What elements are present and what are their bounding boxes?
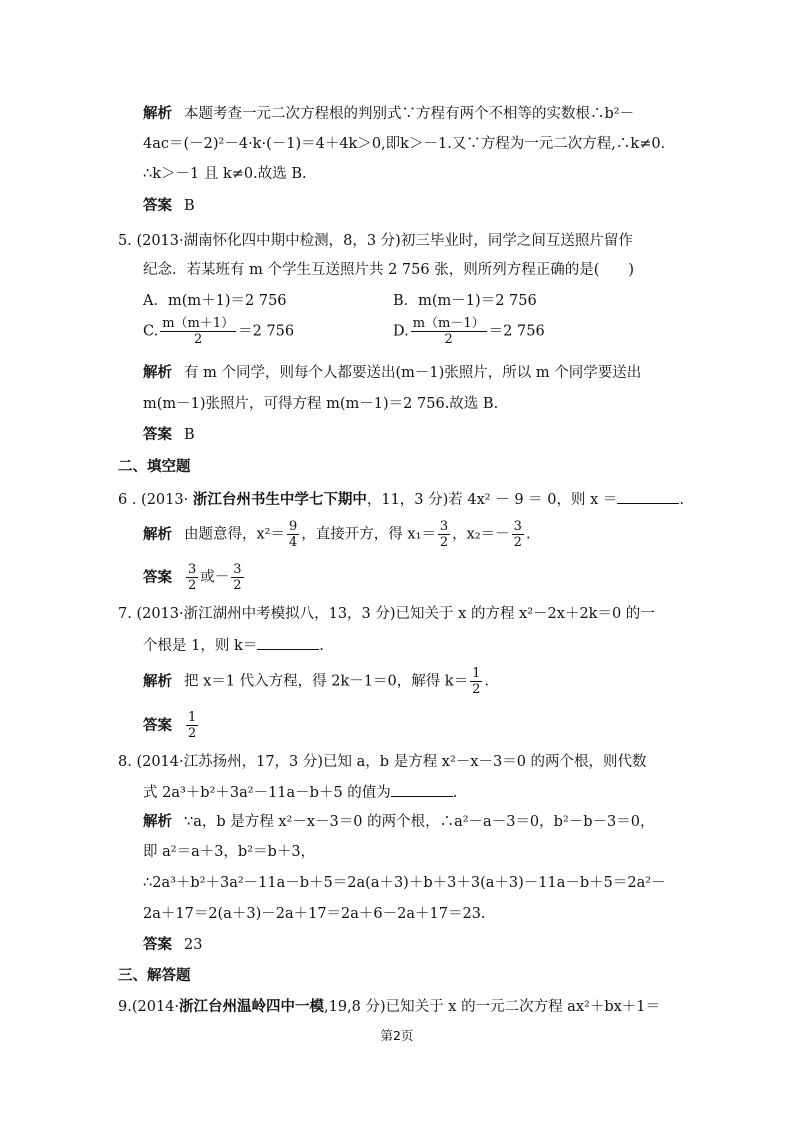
q5-answer: 答案 B: [143, 427, 195, 443]
fraction: $\frac{3}{2}$: [233, 562, 242, 593]
q5-analysis-line-1: 解析 有 m 个同学，则每个人都要送出(m－1)张照片，所以 m 个同学要送出: [143, 365, 642, 381]
q7-analysis: 解析 把 x＝1 代入方程，得 2k－1＝0，解得 k＝ $\frac{1}{2}$ .: [143, 666, 489, 697]
fraction: $\frac{3}{2}$: [188, 562, 197, 593]
analysis-text: 本题考查一元二次方程根的判别式∵方程有两个不相等的实数根∴b²－: [184, 106, 635, 122]
q8-stem-line-2: 式 2a³＋b²＋3a²－11a－b＋5 的值为 .: [143, 782, 457, 802]
q8-analysis-line-1: 解析 ∵a，b 是方程 x²－x－3＝0 的两个根，∴a²－a－3＝0，b²－b－3＝0，: [143, 814, 655, 830]
q8-answer: 答案 23: [143, 937, 203, 953]
prev-answer: [143, 197, 195, 215]
fraction: $\frac{9}{4}$: [289, 519, 298, 550]
q5-analysis-line-2: m(m－1)张照片，可得方程 m(m－1)＝2 756.故选 B.: [143, 396, 499, 412]
q6-stem: 6 . (2013· 浙江台州书生中学七下期中，11，3 分)若 4x² － 9 ＝ 0，则 x ＝ .: [118, 489, 684, 509]
q7-stem-line-1: 7. (2013·浙江湖州中考模拟八，13，3 分)已知关于 x 的方程 x²－2x＋2k＝0 的一: [118, 606, 655, 622]
fraction: $\frac{1}{2}$: [188, 710, 197, 741]
answer-blank: [257, 635, 319, 650]
q8-analysis-line-2: 即 a²＝a＋3，b²＝b＋3，: [143, 844, 316, 860]
q8-analysis-line-3: ∴2a³＋b²＋3a²－11a－b＋5＝2a(a＋3)＋b＋3＋3(a＋3)－11a－b＋5＝2a²－: [143, 875, 666, 891]
q5-option-b: B．m(m－1)＝2 756: [393, 293, 537, 309]
prev-analysis-line-3: ∴k＞－1 且 k≠0.故选 B.: [143, 166, 307, 182]
analysis-label: 解析: [143, 673, 172, 690]
section-title-fill-in: 二、填空题: [118, 459, 191, 475]
q5-option-c-fraction: $\frac{m(m+1)}{2}$: [162, 316, 235, 347]
answer-blank: [391, 782, 453, 797]
prev-analysis-line-2: 4ac＝(－2)²－4·k·(－1)＝4＋4k＞0,即k＞－1.又∵方程为一元二次方程,∴k≠0.: [143, 136, 666, 152]
q5-option-d: D. $\frac{m(m-1)}{2}$ ＝2 756: [393, 316, 545, 347]
q5-stem-line-1: 5. (2013·湖南怀化四中期中检测，8，3 分)初三毕业时，同学之间互送照片留作: [118, 233, 633, 249]
fraction: $\frac{3}{2}$: [513, 519, 522, 550]
analysis-label: 解析: [143, 365, 172, 381]
answer-blank: [617, 489, 679, 504]
answer-label: 答案: [143, 717, 172, 734]
answer-label: 答案: [143, 427, 172, 443]
q5-option-a: A．m(m＋1)＝2 756: [143, 293, 287, 309]
q5-stem-line-2: 纪念．若某班有 m 个学生互送照片共 2 756 张，则所列方程正确的是( ): [143, 262, 635, 278]
fraction: $\frac{1}{2}$: [472, 666, 481, 697]
q6-analysis: 解析 由题意得，x²＝ $\frac{9}{4}$ ，直接开方，得 x₁＝ $\frac{3}{2}$ ，x₂＝－ $\frac{3}{2}$ .: [143, 519, 531, 550]
answer-label: 答案: [143, 198, 172, 214]
q7-answer: [143, 710, 200, 741]
answer-label: 答案: [143, 937, 172, 953]
q7-stem-line-2: 个根是 1，则 k＝ .: [143, 635, 324, 655]
analysis-label: 解析: [143, 814, 172, 830]
analysis-label: 解析: [143, 526, 172, 543]
q9-stem-line-1: 9.(2014·浙江台州温岭四中一模,19,8 分)已知关于 x 的一元二次方程 ax²＋bx＋1＝: [118, 999, 660, 1015]
answer-value: B: [184, 198, 195, 214]
page-number: 第2页: [380, 1028, 414, 1043]
q6-answer: 答案 $\frac{3}{2}$ 或－ $\frac{3}{2}$: [143, 562, 242, 593]
section-title-problem-solving: 三、解答题: [118, 968, 191, 984]
q8-stem-line-1: 8. (2014·江苏扬州，17，3 分)已知 a，b 是方程 x²－x－3＝0 的两个根，则代数: [118, 754, 647, 770]
q8-analysis-line-4: 2a＋17＝2(a＋3)－2a＋17＝2a＋6－2a＋17＝23.: [143, 906, 486, 922]
analysis-label: 解析: [143, 106, 172, 122]
q5-option-c: C. $\frac{m(m+1)}{2}$ ＝2 756: [143, 316, 295, 347]
prev-analysis-line-1: [143, 105, 634, 123]
q5-option-d-fraction: $\frac{m(m-1)}{2}$: [412, 316, 485, 347]
fraction: $\frac{3}{2}$: [439, 519, 449, 550]
answer-label: 答案: [143, 569, 172, 586]
